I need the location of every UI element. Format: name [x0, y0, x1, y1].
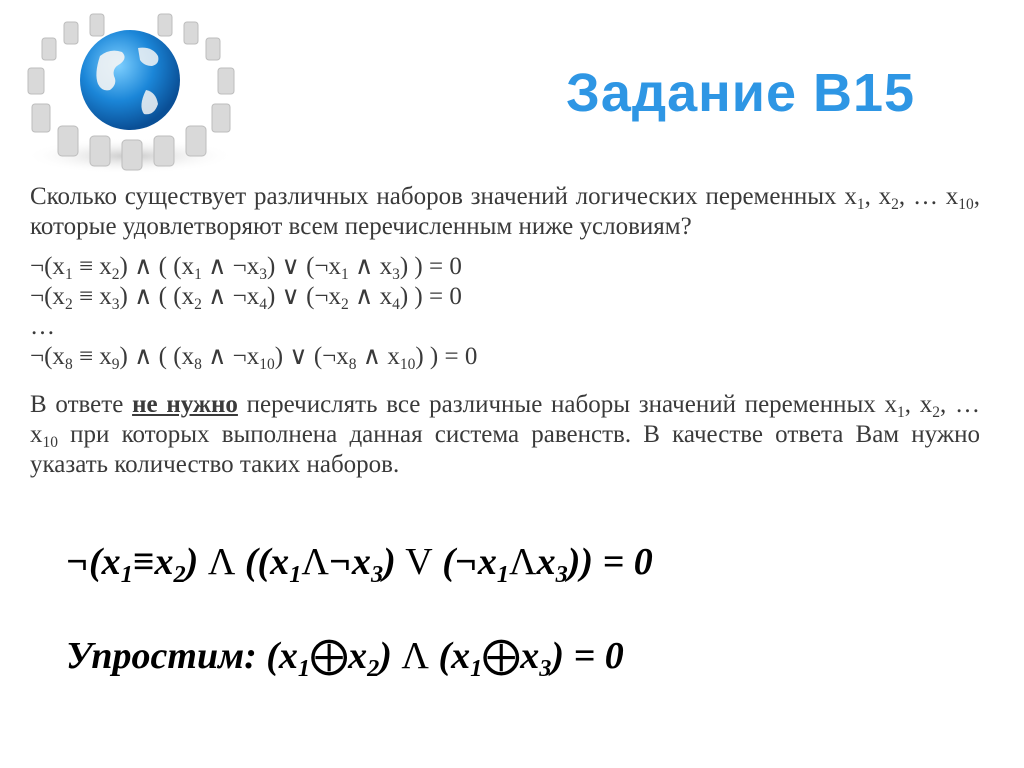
text-run: ∧ x — [356, 343, 400, 370]
text-run: В ответе — [30, 391, 133, 418]
subscript: 1 — [194, 265, 202, 283]
operator: ⨁ — [310, 635, 349, 677]
solution-simplified — [66, 633, 624, 682]
subscript: 4 — [392, 295, 400, 313]
text-run: ) ) = 0 — [415, 343, 478, 370]
subscript: 1 — [64, 265, 73, 283]
text-run: , x — [904, 391, 933, 418]
globe-chairs-logo — [18, 8, 248, 178]
text-run: ∧ ¬x — [201, 343, 260, 370]
solution-equation — [66, 540, 653, 588]
text-run: ¬(x — [66, 541, 121, 583]
text-run: , … x — [30, 391, 981, 448]
text-run: , x — [864, 183, 892, 210]
text-run: ) ∧ ( (x — [119, 283, 195, 310]
text-run: , … x — [898, 183, 959, 210]
text-run: ¬x — [328, 541, 371, 583]
text-run: ) — [383, 541, 406, 583]
text-run: ≡x — [132, 541, 174, 583]
subscript: 10 — [399, 355, 416, 373]
operator: V — [405, 541, 433, 583]
text-run: ∧ x — [348, 253, 393, 280]
text-run: Упростим: (x — [66, 635, 298, 677]
operator: Λ — [207, 541, 236, 583]
subscript: 2 — [194, 295, 202, 313]
subscript: 3 — [539, 654, 552, 682]
text-run: ≡ x — [72, 283, 112, 310]
slide-title: Задание B15 — [566, 63, 916, 123]
text-run: ) ∧ ( (x — [119, 343, 195, 370]
subscript: 3 — [259, 265, 267, 283]
text-run: ) — [185, 541, 208, 583]
text-run: ) ∨ (¬x — [266, 283, 342, 310]
text-run: ) ) = 0 — [399, 283, 462, 310]
text-run: , которые удовлетворяют всем перечисленным ниже условиям? — [30, 183, 981, 240]
subscript: 3 — [555, 560, 568, 588]
operator: ⨁ — [482, 635, 521, 677]
text-run: )) = 0 — [567, 541, 653, 583]
text-run: (¬x — [432, 541, 497, 583]
subscript: 3 — [111, 295, 120, 313]
text-run: ) = 0 — [551, 635, 624, 677]
subscript: 1 — [341, 265, 349, 283]
text-run: ((x — [235, 541, 290, 583]
task-statement — [30, 182, 980, 480]
equation-line — [30, 282, 980, 312]
subscript: 2 — [341, 295, 349, 313]
text-run: ) ∨ (¬x — [274, 343, 349, 370]
text-run: x — [536, 541, 556, 583]
subscript: 1 — [470, 654, 483, 682]
text-run: ≡ x — [72, 343, 112, 370]
subscript: 1 — [120, 560, 133, 588]
text-run: ) ∨ (¬x — [266, 253, 342, 280]
subscript: 3 — [392, 265, 400, 283]
text-run: ) ) = 0 — [399, 253, 462, 280]
text-run: ¬(x — [30, 343, 65, 370]
task-intro — [30, 182, 980, 242]
subscript: 8 — [194, 355, 202, 373]
subscript: 8 — [348, 355, 357, 373]
subscript: 4 — [259, 295, 267, 313]
subscript: 1 — [496, 560, 510, 588]
emphasis: не нужно — [132, 391, 238, 418]
subscript: 2 — [891, 195, 899, 213]
equation-line — [30, 342, 980, 372]
operator: Λ — [301, 541, 329, 583]
text-run: ∧ ¬x — [201, 283, 260, 310]
subscript: 1 — [856, 195, 865, 213]
text-run: при которых выполнена данная система равенств. В качестве ответа Вам нужно указать количество таких наборов. — [30, 421, 980, 478]
subscript: 2 — [111, 265, 120, 283]
text-run: ¬(x — [30, 283, 65, 310]
subscript: 2 — [173, 560, 186, 588]
text-run: ¬(x — [30, 253, 65, 280]
equation-line — [30, 252, 980, 282]
subscript: 10 — [958, 195, 974, 213]
subscript: 8 — [64, 355, 73, 373]
text-run: (x — [428, 635, 471, 677]
text-run: ) ∧ ( (x — [119, 253, 195, 280]
text-run: Сколько существует различных наборов значений логических переменных x — [30, 183, 857, 210]
text-run: ∧ ¬x — [201, 253, 260, 280]
text-run: … — [30, 313, 55, 340]
subscript: 2 — [932, 403, 941, 421]
subscript: 9 — [111, 355, 120, 373]
text-run: перечислять все различные наборы значений переменных x — [237, 391, 897, 418]
operator: Λ — [401, 635, 429, 677]
subscript: 10 — [259, 355, 275, 373]
text-run: ) — [379, 635, 402, 677]
subscript: 10 — [42, 433, 58, 451]
equation-ellipsis — [30, 312, 980, 342]
subscript: 2 — [64, 295, 73, 313]
text-run: ∧ x — [348, 283, 393, 310]
subscript: 1 — [289, 560, 302, 588]
subscript: 1 — [897, 403, 905, 421]
text-run: x — [520, 635, 540, 677]
text-run: x — [348, 635, 368, 677]
text-run: ≡ x — [72, 253, 112, 280]
operator: Λ — [509, 541, 537, 583]
subscript: 2 — [367, 654, 380, 682]
task-answer-note — [30, 390, 980, 480]
subscript: 3 — [370, 560, 384, 588]
subscript: 1 — [297, 654, 311, 682]
equation-system — [30, 252, 980, 372]
